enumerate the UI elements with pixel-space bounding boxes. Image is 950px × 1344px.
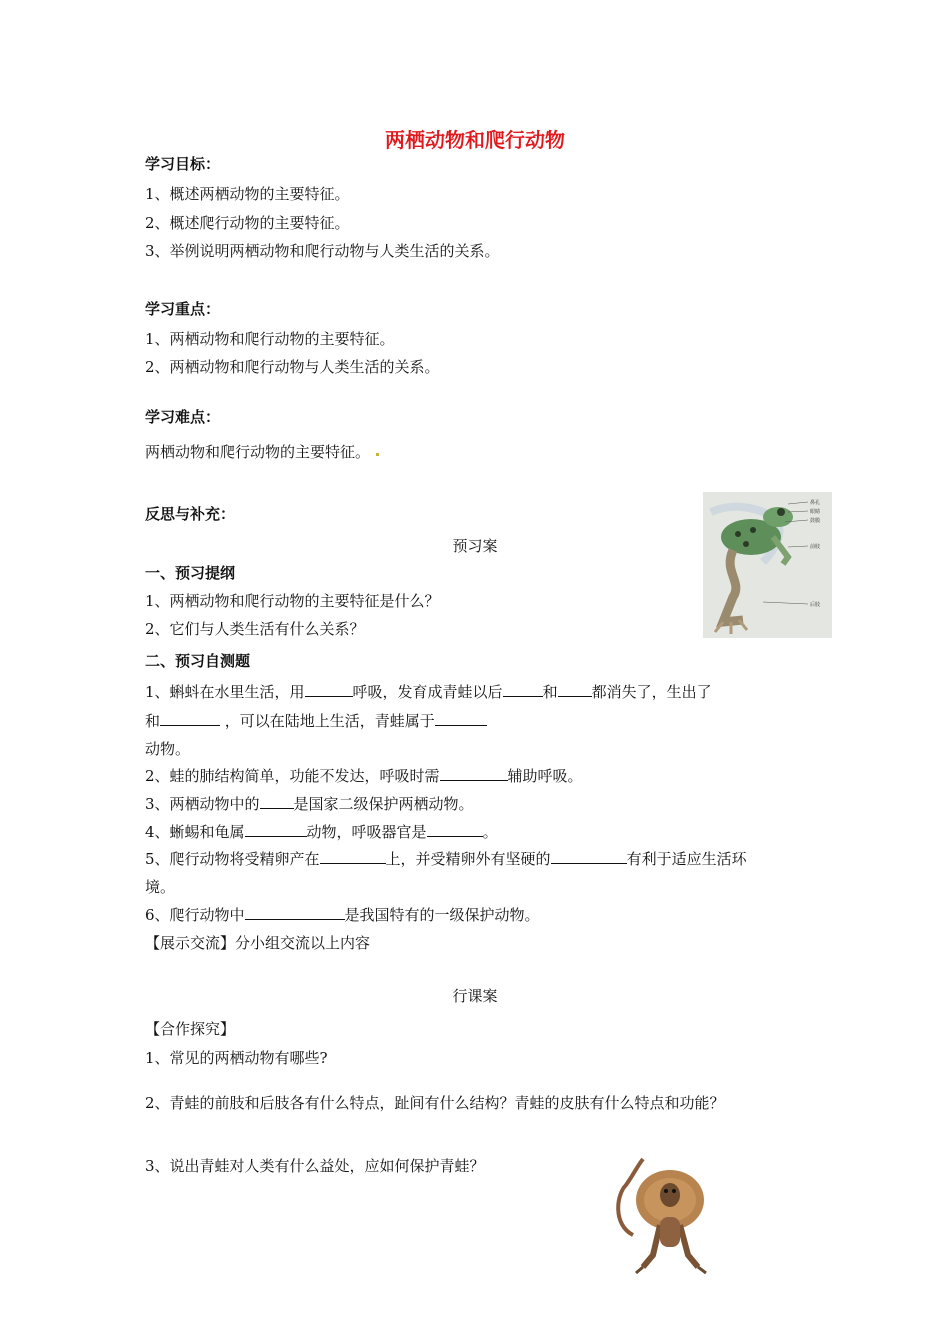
key-point-item: 2、两栖动物和爬行动物与人类生活的关系。 [145,358,440,376]
page-title: 两栖动物和爬行动物 [385,128,565,152]
question-2: 2、蛙的肺结构简单，功能不发达，呼吸时需 辅助呼吸。 [145,767,583,785]
frog-label: 后肢 [810,602,821,608]
frog-label: 前肢 [810,544,821,550]
outline-item: 1、两栖动物和爬行动物的主要特征是什么？ [145,592,440,610]
lesson-heading: 【合作探究】 [145,1020,236,1038]
outline-item: 2、它们与人类生活有什么关系？ [145,620,365,638]
preview-title: 预习案 [452,537,498,555]
lesson-item: 3、说出青蛙对人类有什么益处，应如何保护青蛙？ [145,1157,485,1175]
objective-item: 3、举例说明两栖动物和爬行动物与人类生活的关系。 [145,242,500,260]
selftest-heading: 二、预习自测题 [145,652,251,670]
question-6: 6、爬行动物中 是我国特有的一级保护动物。 [145,906,540,924]
lesson-item: 2、青蛙的前肢和后肢各有什么特点，趾间有什么结构？青蛙的皮肤有什么特点和功能？ [145,1094,725,1112]
frog-anatomy-illustration [703,492,832,638]
frog-label: 眼睛 [810,509,821,515]
exchange-text: 【展示交流】分小组交流以上内容 [145,934,371,952]
outline-heading: 一、预习提纲 [145,564,236,582]
question-5-line-2: 境。 [145,878,176,896]
question-4: 4、蜥蜴和龟属 动物，呼吸器官是 。 [145,823,498,841]
question-3: 3、两栖动物中的 是国家二级保护两栖动物。 [145,795,474,813]
question-5-line-1: 5、爬行动物将受精卵产在 上，并受精卵外有坚硬的 有利于适应生活环 [145,850,747,868]
reflection-heading: 反思与补充： [145,505,236,523]
objective-item: 1、概述两栖动物的主要特征。 [145,185,350,203]
lesson-title: 行课案 [452,987,498,1005]
frog-label: 鼻孔 [810,500,821,506]
key-points-heading: 学习重点： [145,300,221,318]
question-1-line-3: 动物。 [145,740,191,758]
objectives-heading: 学习目标： [145,155,221,173]
lesson-item: 1、常见的两栖动物有哪些? [145,1049,328,1067]
frilled-lizard-photo [608,1155,716,1277]
objective-item: 2、概述爬行动物的主要特征。 [145,214,350,232]
key-point-item: 1、两栖动物和爬行动物的主要特征。 [145,330,395,348]
difficulties-heading: 学习难点： [145,408,221,426]
question-1-line-1: 1、蝌蚪在水里生活，用 呼吸，发育成青蛙以后 和 都消失了，生出了 [145,683,712,701]
frog-label: 鼓膜 [810,518,821,524]
question-1-line-2: 和 ，可以在陆地上生活，青蛙属于 [145,710,487,731]
difficulties-text: 两栖动物和爬行动物的主要特征。 [145,441,379,462]
